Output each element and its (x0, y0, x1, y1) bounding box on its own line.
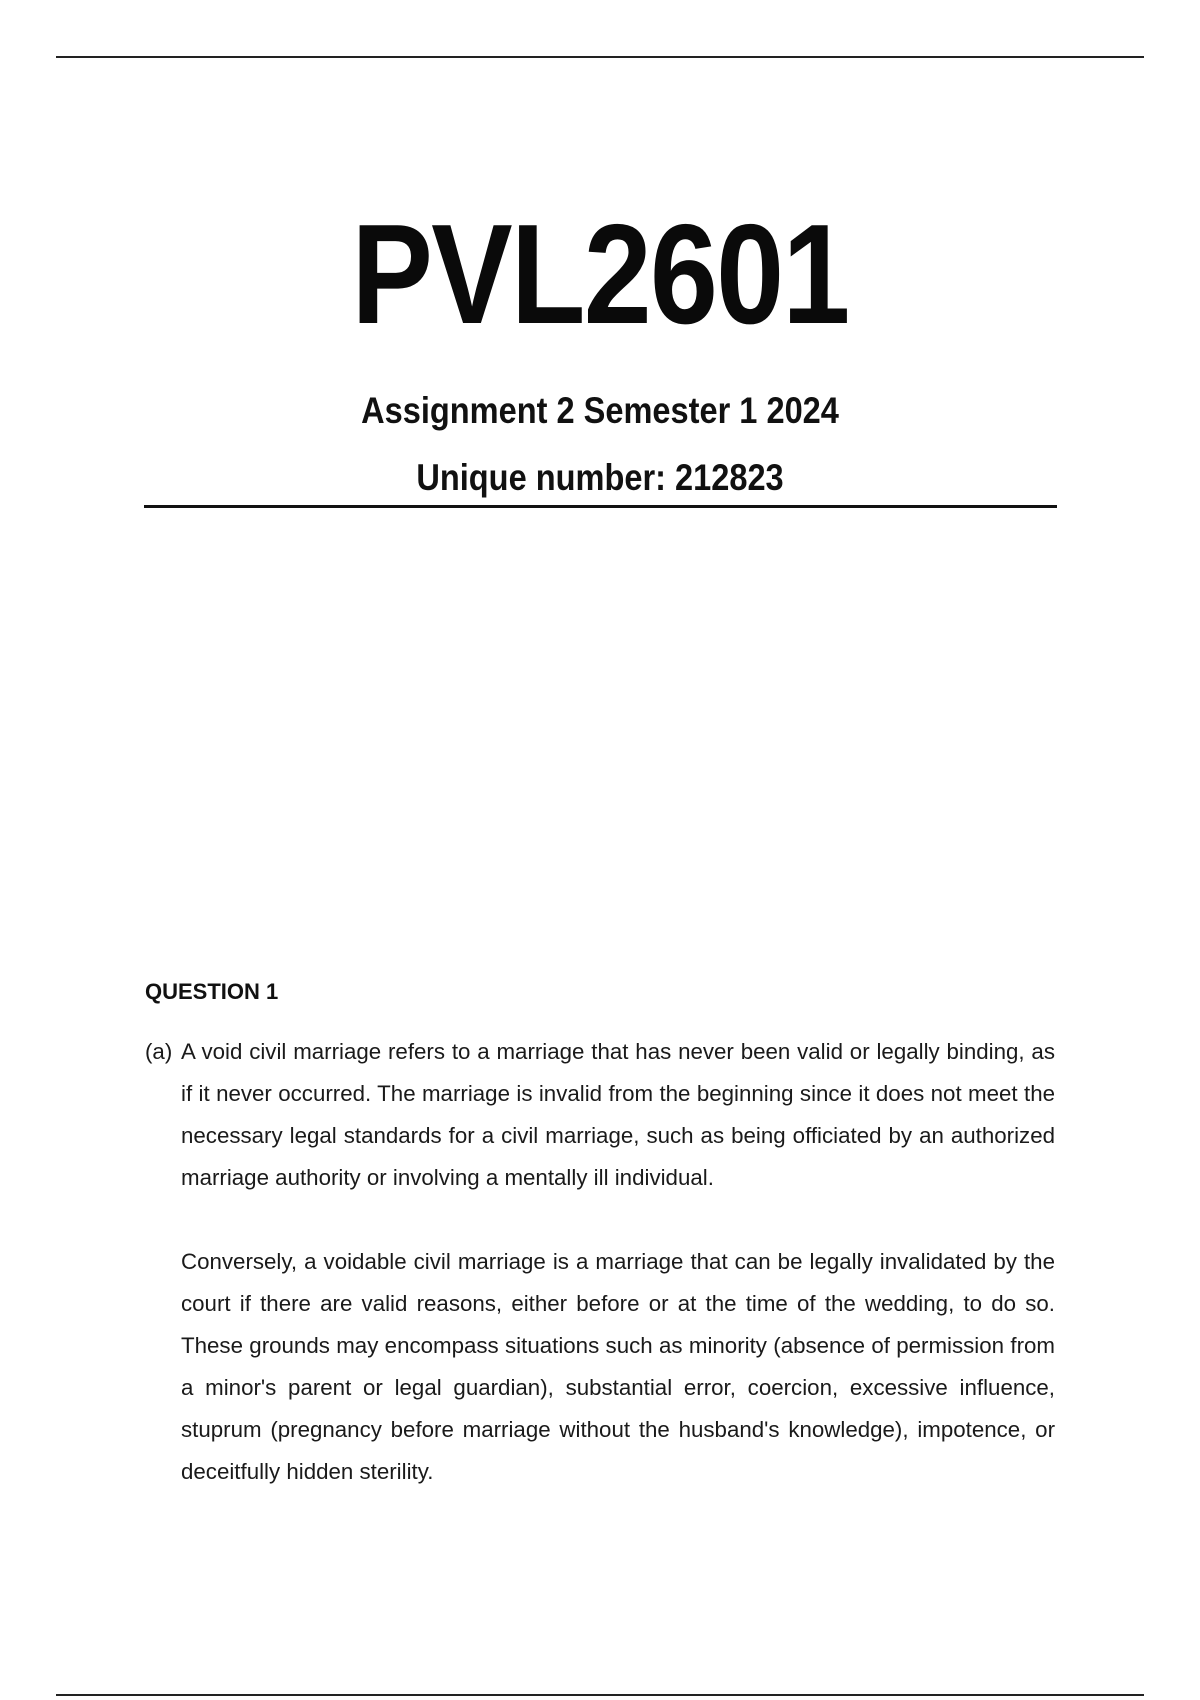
question-heading: QUESTION 1 (145, 979, 279, 1004)
course-code-title: PVL2601 (351, 195, 849, 354)
page-bottom-rule (56, 1694, 1144, 1696)
part-body (181, 1031, 1055, 1493)
page-top-rule (56, 56, 1144, 58)
unique-number-subtitle: Unique number: 212823 (416, 457, 784, 498)
answer-paragraph-voidable: Conversely, a voidable civil marriage is a marriage that can be legally invalidated by the court if there are valid reasons, either before or at the time of the wedding, to do so. These grounds may encompass situations such as minority (absence of permission from a minor's parent or legal guardian), substantial error, coercion, excessive influence, stuprum (pregnancy before marriage without the husband's knowledge), impotence, or deceitfully hidden sterility. (181, 1249, 1055, 1484)
title-underline-rule (144, 505, 1057, 508)
part-label: (a) (145, 1039, 173, 1064)
assignment-subtitle: Assignment 2 Semester 1 2024 (361, 390, 839, 431)
answer-block (145, 1031, 1055, 1493)
answer-paragraph-void: A void civil marriage refers to a marriage that has never been valid or legally binding, as if it never occurred. The marriage is invalid from the beginning since it does not meet the necessary legal standards for a civil marriage, such as being officiated by an authorized marriage authority or involving a mentally ill individual. (181, 1039, 1055, 1190)
answer-part-a (145, 1031, 1055, 1493)
